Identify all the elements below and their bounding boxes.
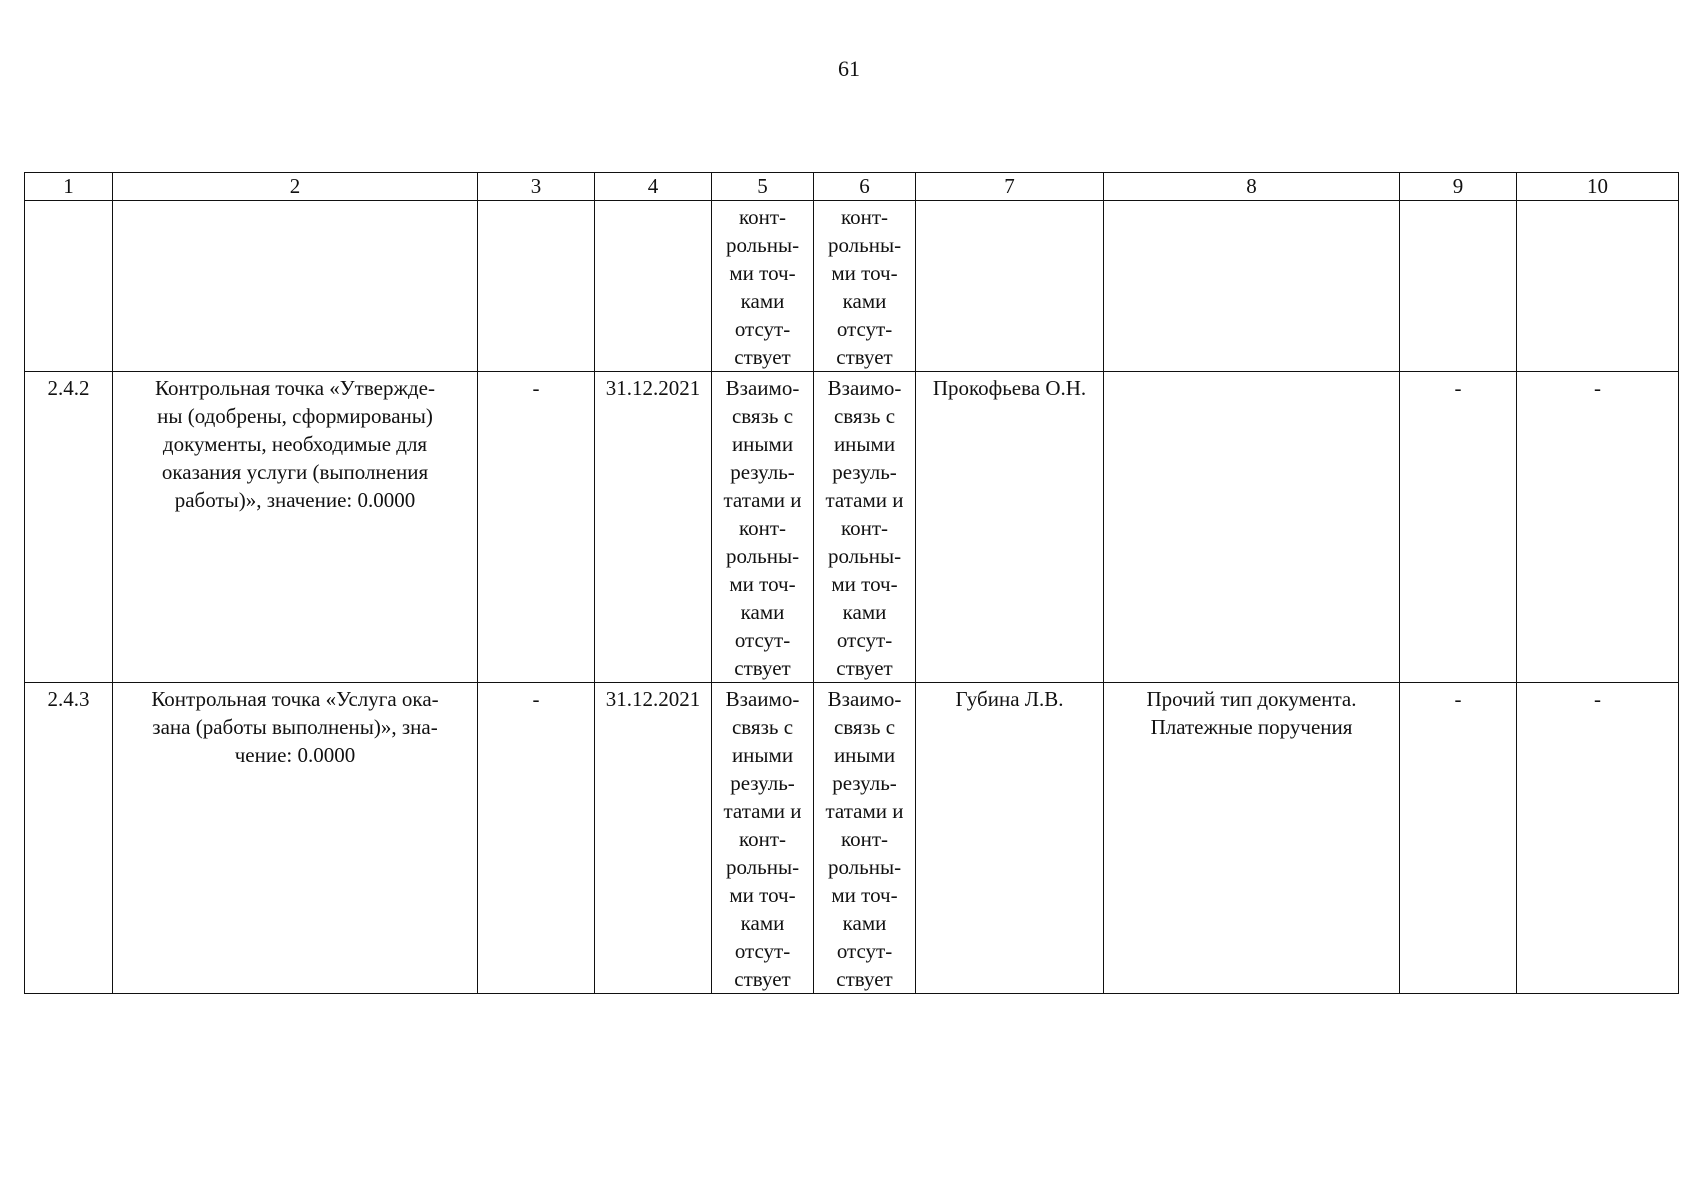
relation-cell: Взаимо- связь с иными резуль- татами и конт- рольны- ми точ- ками отсут- ствует <box>712 683 814 994</box>
responsible-cell <box>916 201 1104 372</box>
table-header-row <box>25 173 1679 201</box>
description-cell <box>113 201 478 372</box>
relation-cell: Взаимо- связь с иными резуль- татами и конт- рольны- ми точ- ками отсут- ствует <box>814 683 916 994</box>
relation-cell: Взаимо- связь с иными резуль- татами и конт- рольны- ми точ- ками отсут- ствует <box>712 372 814 683</box>
table-row <box>25 372 1679 683</box>
document-type-cell <box>1104 372 1400 683</box>
date-cell <box>595 201 712 372</box>
responsible-cell: Прокофьева О.Н. <box>916 372 1104 683</box>
header-cell: 2 <box>113 173 478 201</box>
page-number: 61 <box>838 56 860 81</box>
header-cell: 7 <box>916 173 1104 201</box>
table-cell <box>1400 201 1517 372</box>
table-row <box>25 683 1679 994</box>
header-cell: 3 <box>478 173 595 201</box>
header-cell: 8 <box>1104 173 1400 201</box>
date-cell: 31.12.2021 <box>595 372 712 683</box>
table-cell: - <box>478 683 595 994</box>
table-cell <box>478 201 595 372</box>
table-cell <box>1517 201 1679 372</box>
table-cell: - <box>1517 683 1679 994</box>
header-cell: 5 <box>712 173 814 201</box>
description-cell: Контрольная точка «Утвержде- ны (одобрены, сформированы) документы, необходимые для оказания услуги (выполнения работы)», значение: 0.0000 <box>113 372 478 683</box>
document-type-cell <box>1104 201 1400 372</box>
row-number-cell: 2.4.3 <box>25 683 113 994</box>
row-number-cell <box>25 201 113 372</box>
control-points-table <box>24 172 1679 994</box>
date-cell: 31.12.2021 <box>595 683 712 994</box>
relation-cell: конт- рольны- ми точ- ками отсут- ствует <box>712 201 814 372</box>
responsible-cell: Губина Л.В. <box>916 683 1104 994</box>
table-cell: - <box>478 372 595 683</box>
relation-cell: конт- рольны- ми точ- ками отсут- ствует <box>814 201 916 372</box>
table-cell: - <box>1400 683 1517 994</box>
document-type-cell: Прочий тип документа. Платежные поручения <box>1104 683 1400 994</box>
header-cell: 9 <box>1400 173 1517 201</box>
header-cell: 6 <box>814 173 916 201</box>
table-cell: - <box>1517 372 1679 683</box>
header-cell: 10 <box>1517 173 1679 201</box>
relation-cell: Взаимо- связь с иными резуль- татами и конт- рольны- ми точ- ками отсут- ствует <box>814 372 916 683</box>
header-cell: 4 <box>595 173 712 201</box>
row-number-cell: 2.4.2 <box>25 372 113 683</box>
table-row <box>25 201 1679 372</box>
header-cell: 1 <box>25 173 113 201</box>
description-cell: Контрольная точка «Услуга ока- зана (работы выполнены)», зна- чение: 0.0000 <box>113 683 478 994</box>
table-cell: - <box>1400 372 1517 683</box>
